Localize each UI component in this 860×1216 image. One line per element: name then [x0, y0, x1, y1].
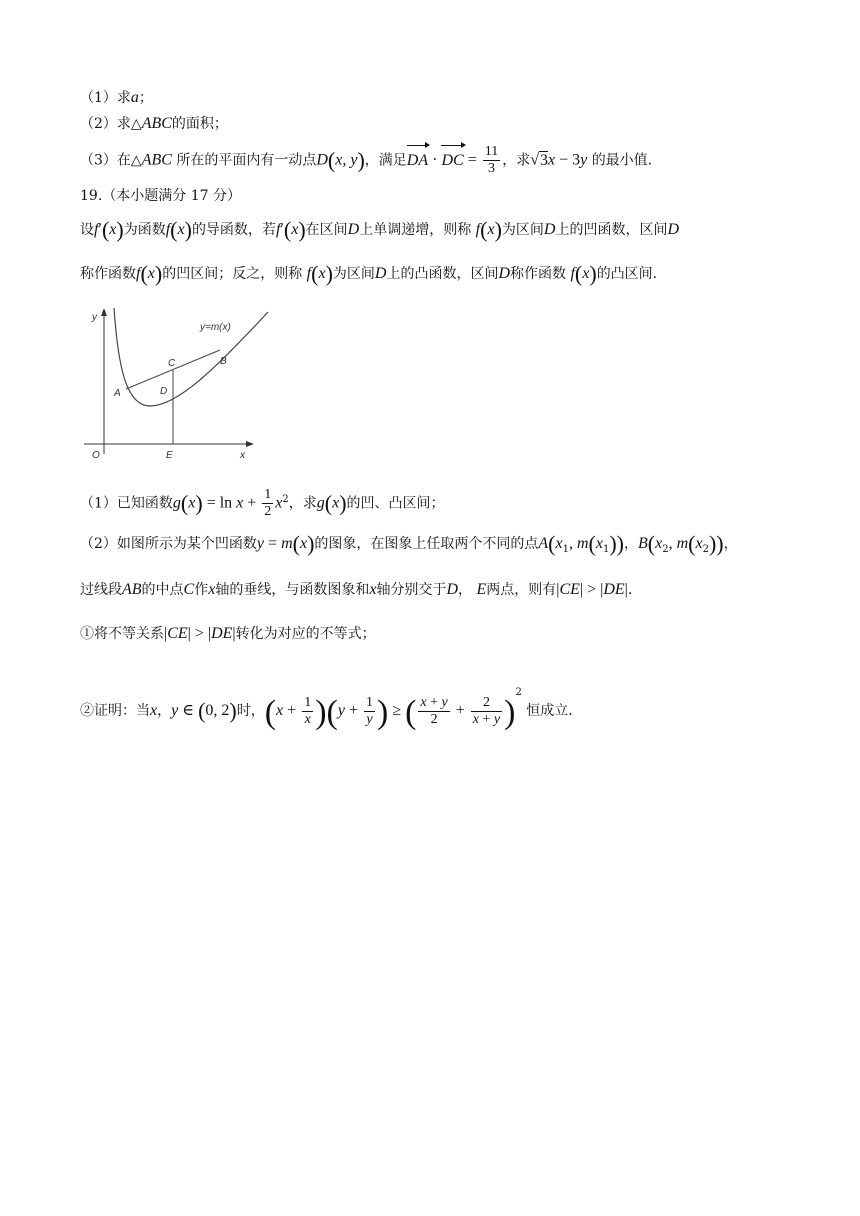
- point-B-label: B: [220, 356, 227, 367]
- y-axis-label: y: [92, 312, 97, 323]
- q19-definition-line1: 设f′(x)为函数f(x)的导函数，若f′(x)在区间D上单调递增，则称 f(x)为区间D上的凹函数，区间D: [80, 217, 680, 242]
- point-C-label: C: [168, 358, 176, 369]
- q19-part2-line2: 过线段AB的中点C作x轴的垂线，与函数图象和x轴分别交于D， E两点，则有|CE| > |DE|.: [80, 581, 633, 598]
- q19-item2: ②证明：当x，y ∈ (0, 2)时，(x + $\frac{1}{x}$ )(y + $\frac{1}{y}$ ) ≥ ( $\frac{x + y}{2}$ + $\frac{2}{x + y}$ )$^2$ 恒成立.: [80, 687, 573, 731]
- fraction-2-over-xy: $\frac{2}{x + y}$: [472, 694, 501, 727]
- x-axis-label: x: [240, 450, 245, 461]
- q19-part2-line1: （2）如图所示为某个凹函数y = m(x)的图象，在图象上任取两个不同的点$A(x_1$, $m(x_1)$)，$B(x_2$, $m(x_2)$)，: [80, 531, 738, 556]
- q19-part1: （1）已知函数g(x) = ln x + $\frac{1}{2}$ $x^2$，求g(x)的凹、凸区间；: [80, 487, 445, 520]
- curve-label: y=m(x): [200, 322, 231, 333]
- origin-label: O: [92, 450, 100, 461]
- fraction-xy-over-2: $\frac{x + y}{2}$: [420, 694, 448, 727]
- fraction-1-2: $\frac{1}{2}$: [264, 487, 272, 520]
- point-E-label: E: [166, 450, 173, 461]
- x-axis-arrow: [246, 441, 254, 447]
- point-D-label: D: [160, 386, 168, 397]
- q19-definition-line2: 称作函数f(x)的凹区间；反之，则称 f(x)为区间D上的凸函数，区间D称作函数 f(x)的凸区间.: [80, 261, 658, 286]
- q18-part1: （1）求a；: [80, 89, 153, 106]
- vector-DA: DA: [407, 145, 428, 177]
- fraction-11-3: $\frac{11}{3}$: [484, 144, 499, 176]
- y-axis-arrow: [101, 308, 107, 316]
- vector-DC: DC: [441, 145, 463, 177]
- q18-part3: （3）在△ABC 所在的平面内有一动点D(x, y)，满足DA · DC = $\frac{11}{3}$ ，求√3x − 3y 的最小值.: [80, 144, 653, 176]
- q19-item1: ①将不等关系|CE| > |DE|转化为对应的不等式；: [80, 625, 376, 642]
- q18-part2: （2）求△ABC的面积；: [80, 115, 228, 132]
- curve-m: [114, 308, 268, 406]
- q19-header: 19.（本小题满分 17 分）: [80, 188, 241, 204]
- concave-function-figure: [78, 306, 278, 466]
- point-A-label: A: [114, 388, 121, 399]
